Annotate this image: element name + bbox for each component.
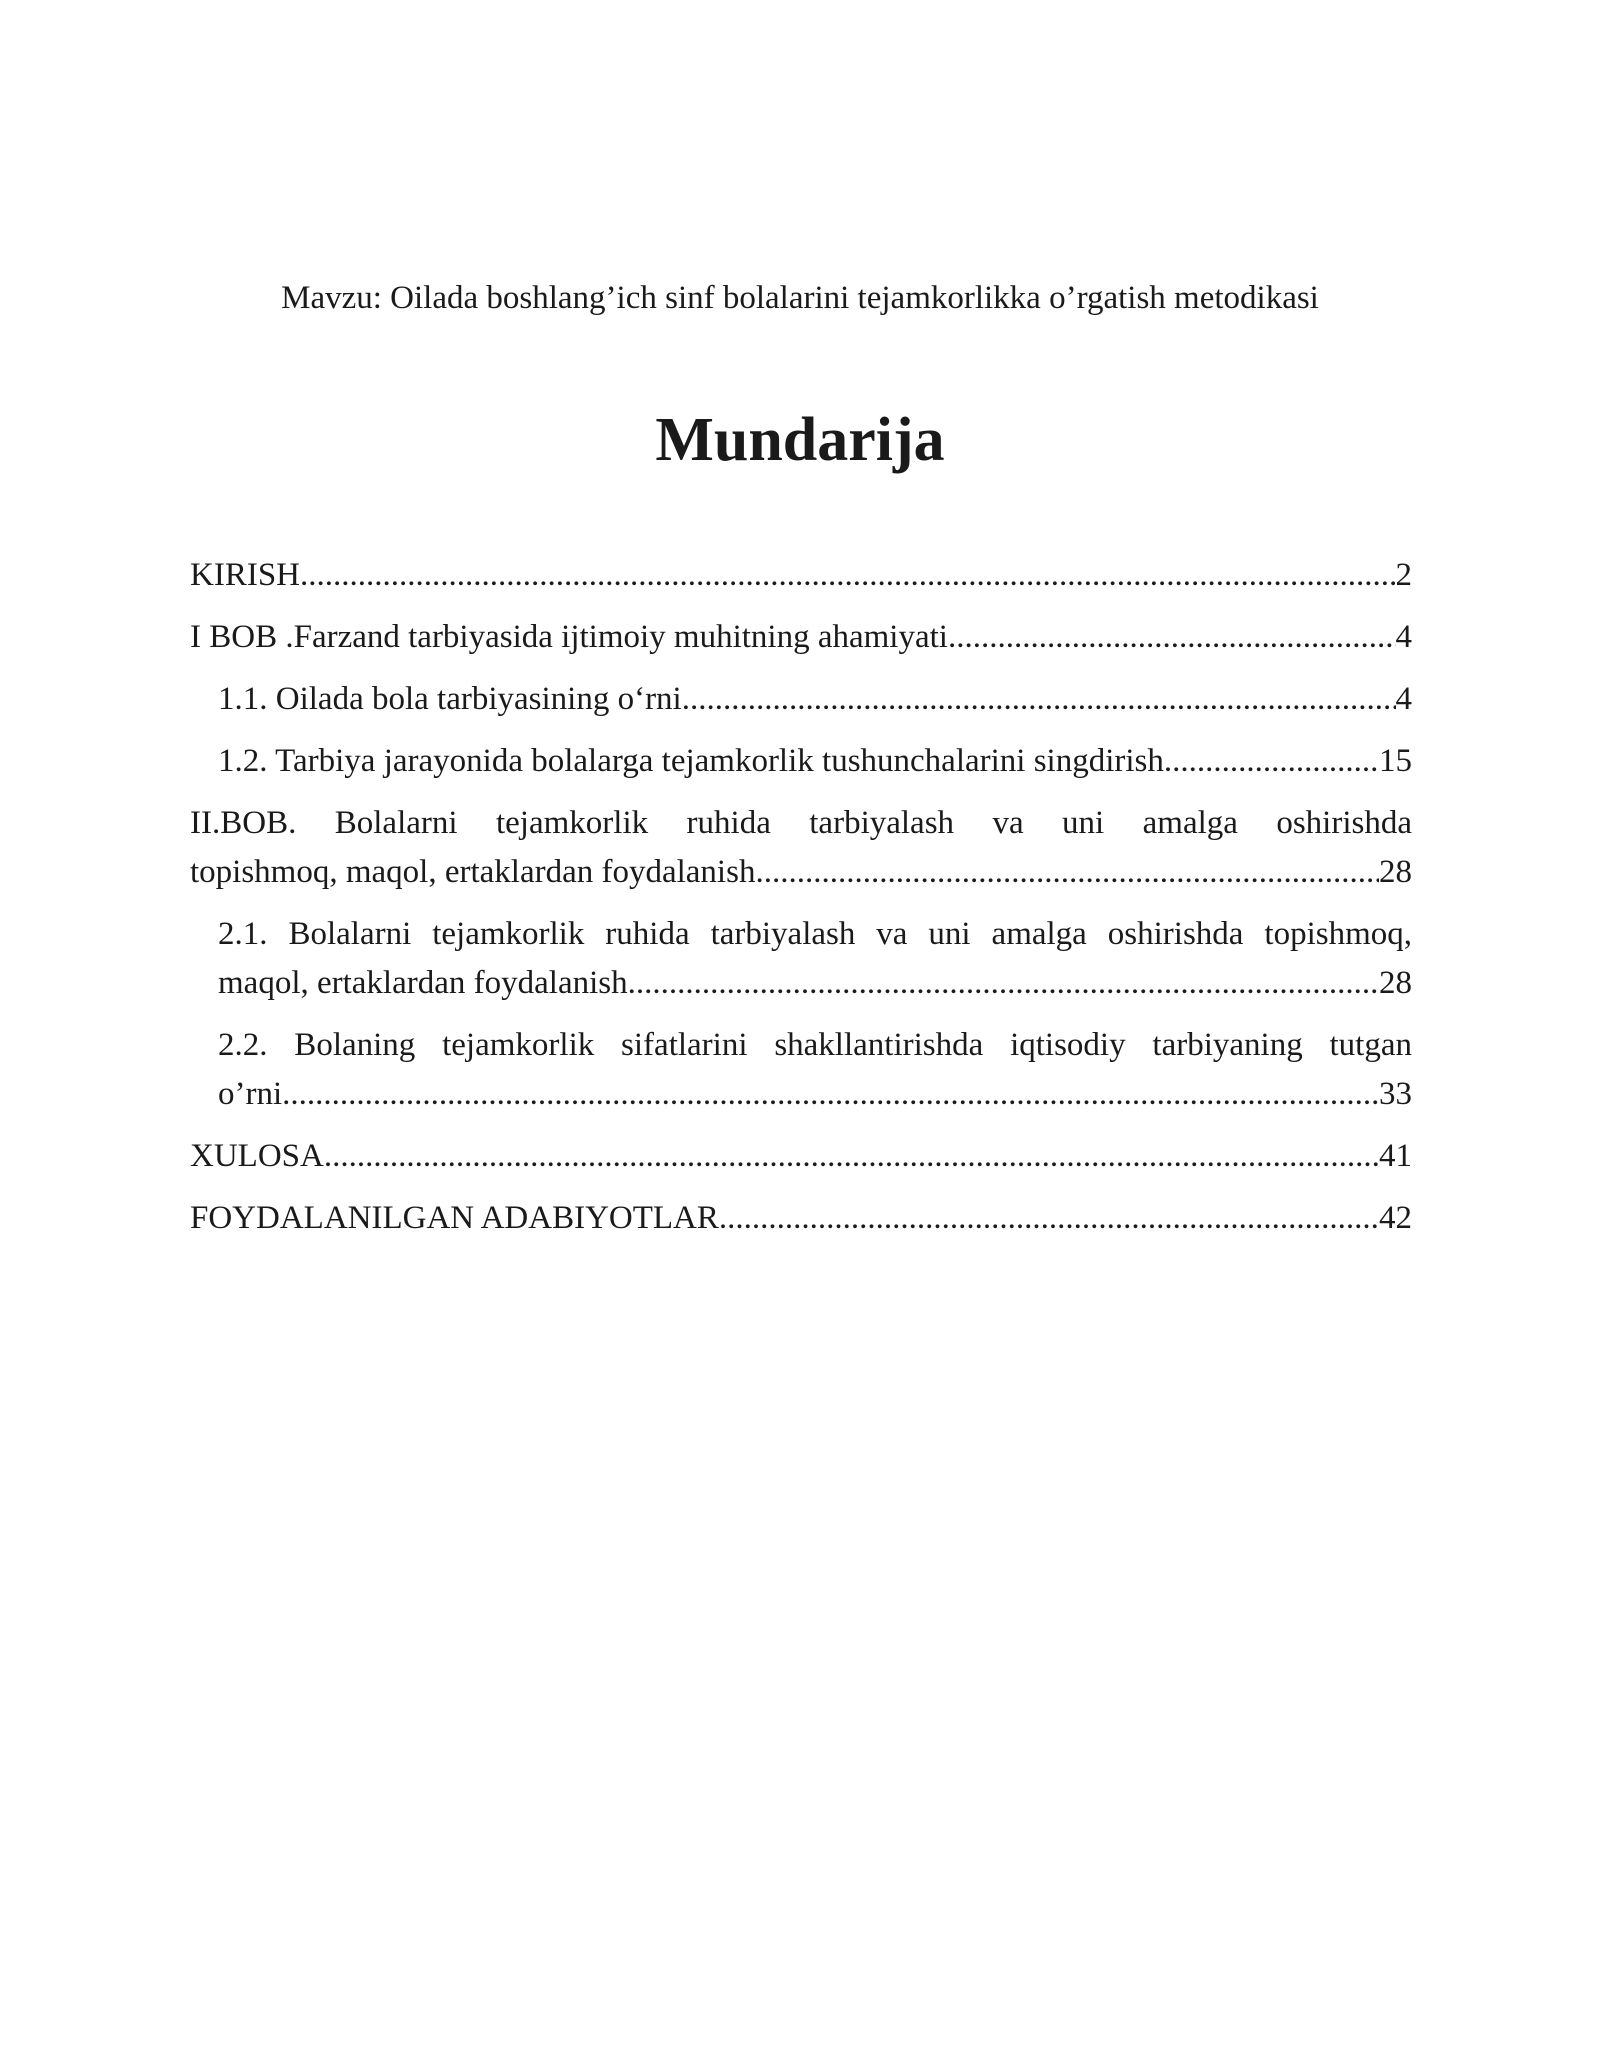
toc-entry-label-line2: o’rni [218, 1076, 283, 1112]
toc-entry-bob-1[interactable] [190, 613, 1412, 662]
toc-entry-label-line2: maqol, ertaklardan foydalanish [218, 965, 628, 1001]
toc-entry-section-2-1[interactable] [218, 910, 1412, 1008]
toc-page-number: 28 [1379, 965, 1412, 1001]
toc-entry-xulosa[interactable] [190, 1132, 1412, 1181]
toc-entry-section-2-2[interactable] [218, 1021, 1412, 1119]
toc-leader-dots [628, 959, 1379, 1008]
toc-leader-dots [1164, 737, 1379, 786]
toc-entry-label: I BOB .Farzand tarbiyasida ijtimoiy muhitning ahamiyati [190, 619, 948, 655]
toc-leader-dots [682, 675, 1396, 724]
toc-entry-label-line1: 2.2. Bolaning tejamkorlik sifatlarini shakllantirishda iqtisodiy tarbiyaning tutgan [218, 1027, 1412, 1063]
toc-entry-label-line2: topishmoq, maqol, ertaklardan foydalanish [190, 854, 756, 890]
toc-leader-dots [282, 1070, 1379, 1119]
toc-entry-label: 1.2. Tarbiya jarayonida bolalarga tejamkorlik tushunchalarini singdirish [218, 743, 1164, 779]
toc-page-number: 42 [1379, 1200, 1412, 1236]
toc-entry-adabiyotlar[interactable] [190, 1194, 1412, 1243]
toc-page-number: 28 [1379, 854, 1412, 890]
toc-leader-dots [755, 848, 1379, 897]
toc-entry-label-line1: 2.1. Bolalarni tejamkorlik ruhida tarbiyalash va uni amalga oshirishda topishmoq, [218, 916, 1412, 952]
toc-entry-label-line1: II.BOB. Bolalarni tejamkorlik ruhida tarbiyalash va uni amalga oshirishda [190, 805, 1412, 841]
toc-entry-label: KIRISH [190, 557, 301, 593]
toc-page-number: 33 [1379, 1076, 1412, 1112]
toc-leader-dots [948, 613, 1396, 662]
toc-entry-label: 1.1. Oilada bola tarbiyasining o‘rni [218, 681, 682, 717]
toc-page-number: 2 [1395, 557, 1412, 593]
toc-entry-label: FOYDALANILGAN ADABIYOTLAR [190, 1200, 719, 1236]
page-title: Mundarija [655, 406, 945, 474]
toc-page-number: 4 [1395, 619, 1412, 655]
toc-leader-dots [719, 1194, 1379, 1243]
toc-leader-dots [324, 1132, 1379, 1181]
table-of-contents [190, 551, 1412, 1256]
toc-entry-label: XULOSA [190, 1138, 324, 1174]
toc-entry-bob-2[interactable] [190, 799, 1412, 897]
topic-line: Mavzu: Oilada boshlang’ich sinf bolalarini tejamkorlikka o’rgatish metodikasi [281, 280, 1319, 316]
toc-entry-kirish[interactable] [190, 551, 1412, 600]
toc-page-number: 41 [1379, 1138, 1412, 1174]
toc-leader-dots [300, 551, 1395, 600]
toc-page-number: 4 [1395, 681, 1412, 717]
toc-entry-section-1-2[interactable] [218, 737, 1412, 786]
toc-page-number: 15 [1379, 743, 1412, 779]
toc-entry-section-1-1[interactable] [218, 675, 1412, 724]
